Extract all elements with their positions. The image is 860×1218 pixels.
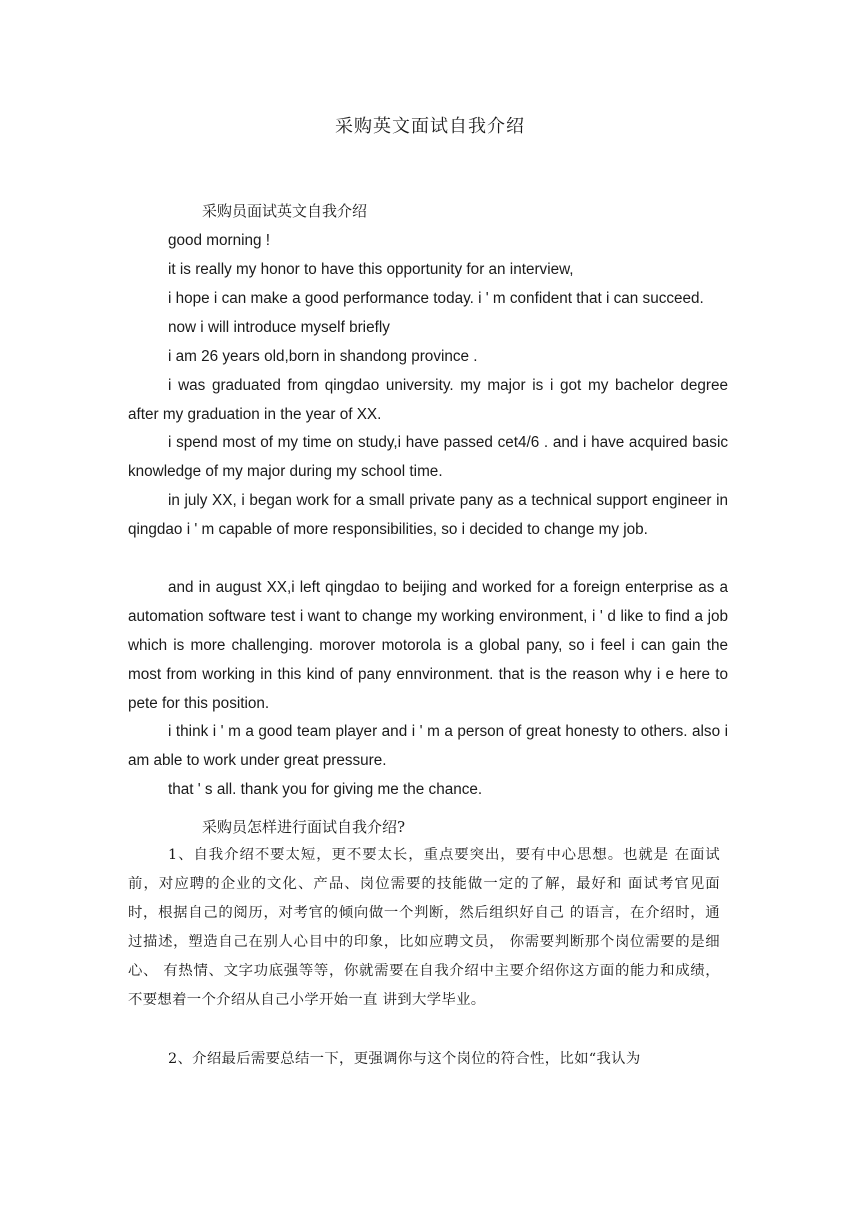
paragraph: 1、自我介绍不要太短，更不要太长，重点要突出，要有中心思想。也就是 在面试前，对应聘的企业的文化、产品、岗位需要的技能做一定的了解，最好和 面试考官见面时，根据自己的阅历，对考官的倾向做一个判断，然后组织好自己 的语言，在介绍时，通过描述，塑造自己在别人心目中的印象，比如应聘文员， 你需要判断那个岗位需要的是细心、 有热情、文字功底强等等，你就需要在自我介绍中主要介绍你这方面的能力和成绩，不要想着一个介绍从自己小学开始一直 讲到大学毕业。: [128, 847, 720, 1008]
document-title: 采购英文面试自我介绍: [335, 116, 525, 137]
section-heading-how-to-intro: 采购员怎样进行面试自我介绍?: [202, 818, 406, 836]
paragraph: i think i ' m a good team player and i ' m a person of great honesty to others. also i am able to work under great pressure.: [128, 723, 728, 769]
paragraph: 2、介绍最后需要总结一下，更强调你与这个岗位的符合性，比如“我认为: [168, 1051, 641, 1067]
section-heading-english-intro: 采购员面试英文自我介绍: [202, 202, 368, 220]
paragraph: i spend most of my time on study,i have passed cet4/6 . and i have acquired basic knowledge of my major during my school time.: [128, 434, 728, 480]
paragraph: in july XX, i began work for a small private pany as a technical support engineer in qingdao i ' m capable of more responsibilities, so i decided to change my job.: [128, 492, 728, 538]
paragraph: that ' s all. thank you for giving me the chance.: [168, 781, 483, 798]
paragraph: i was graduated from qingdao university. my major is i got my bachelor degree after my graduation in the year of XX.: [128, 377, 728, 423]
paragraph: and in august XX,i left qingdao to beijing and worked for a foreign enterprise as a automation software test i want to change my working environment, i ' d like to find a job which is more challenging. morover motorola is a global pany, so i feel i can gain the most from working in this kind of pany ennvironment. that is the reason why i e here to pete for this position.: [128, 579, 728, 712]
paragraph: i am 26 years old,born in shandong province .: [168, 348, 478, 365]
paragraph: now i will introduce myself briefly: [168, 319, 390, 336]
paragraph: i hope i can make a good performance today. i ' m confident that i can succeed.: [168, 290, 704, 307]
paragraph: it is really my honor to have this opportunity for an interview,: [168, 261, 574, 278]
paragraph: good morning !: [168, 232, 271, 249]
